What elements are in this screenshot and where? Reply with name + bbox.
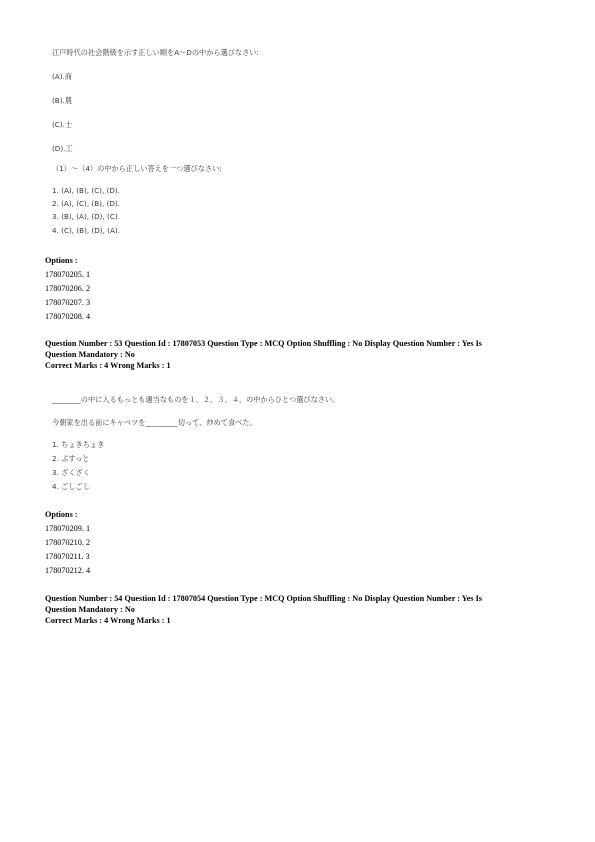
choice-1: 1. ちょきちょき — [52, 440, 105, 449]
question-header-cont: Question Mandatory : No — [45, 350, 135, 359]
item-a: (A).商 — [52, 72, 72, 81]
question-header-cont: Question Mandatory : No — [45, 605, 135, 614]
choice-3: 3. (B), (A), (D), (C). — [52, 212, 120, 221]
item-b: (B).農 — [52, 96, 73, 105]
option-row: 178070206. 2 — [45, 284, 91, 293]
choice-4: 4. (C), (B), (D), (A). — [52, 226, 120, 235]
item-c: (C).士 — [52, 120, 73, 129]
options-label: Options : — [45, 256, 78, 265]
choice-4: 4. ごしごし — [52, 482, 90, 491]
question-stem: ________の中に入るもっとも適当なものを１、２、３、４、の中からひとつ選びなさい。 — [52, 395, 340, 404]
option-row: 178070210. 2 — [45, 538, 91, 547]
choice-2: 2. (A), (C), (B), (D). — [52, 199, 120, 208]
option-row: 178070212. 4 — [45, 566, 91, 575]
question-instruction: （1）～（4）の中から正しい答えを一つ選びなさい: — [52, 164, 222, 173]
choice-1: 1. (A), (B), (C), (D). — [52, 186, 120, 195]
question-stem: 江戸時代の社会階級を示す正しい順をA～Dの中から選びなさい: — [52, 48, 259, 57]
option-row: 178070211. 3 — [45, 552, 90, 561]
question-marks: Correct Marks : 4 Wrong Marks : 1 — [45, 361, 171, 370]
question-sentence: 今朝家を出る前にキャベツを_________切って、炒めて食べた。 — [52, 418, 257, 427]
options-label: Options : — [45, 510, 78, 519]
choice-3: 3. ざくざく — [52, 468, 90, 477]
item-d: (D).工 — [52, 144, 73, 153]
option-row: 178070205. 1 — [45, 270, 91, 279]
question-header: Question Number : 53 Question Id : 17807053 Question Type : MCQ Option Shuffling : No Display Question Number : Yes Is — [45, 339, 482, 348]
option-row: 178070209. 1 — [45, 524, 91, 533]
question-header: Question Number : 54 Question Id : 17807054 Question Type : MCQ Option Shuffling : No Display Question Number : Yes Is — [45, 594, 482, 603]
question-marks: Correct Marks : 4 Wrong Marks : 1 — [45, 616, 171, 625]
option-row: 178070207. 3 — [45, 298, 91, 307]
choice-2: 2. ぶすっと — [52, 454, 90, 463]
option-row: 178070208. 4 — [45, 312, 91, 321]
